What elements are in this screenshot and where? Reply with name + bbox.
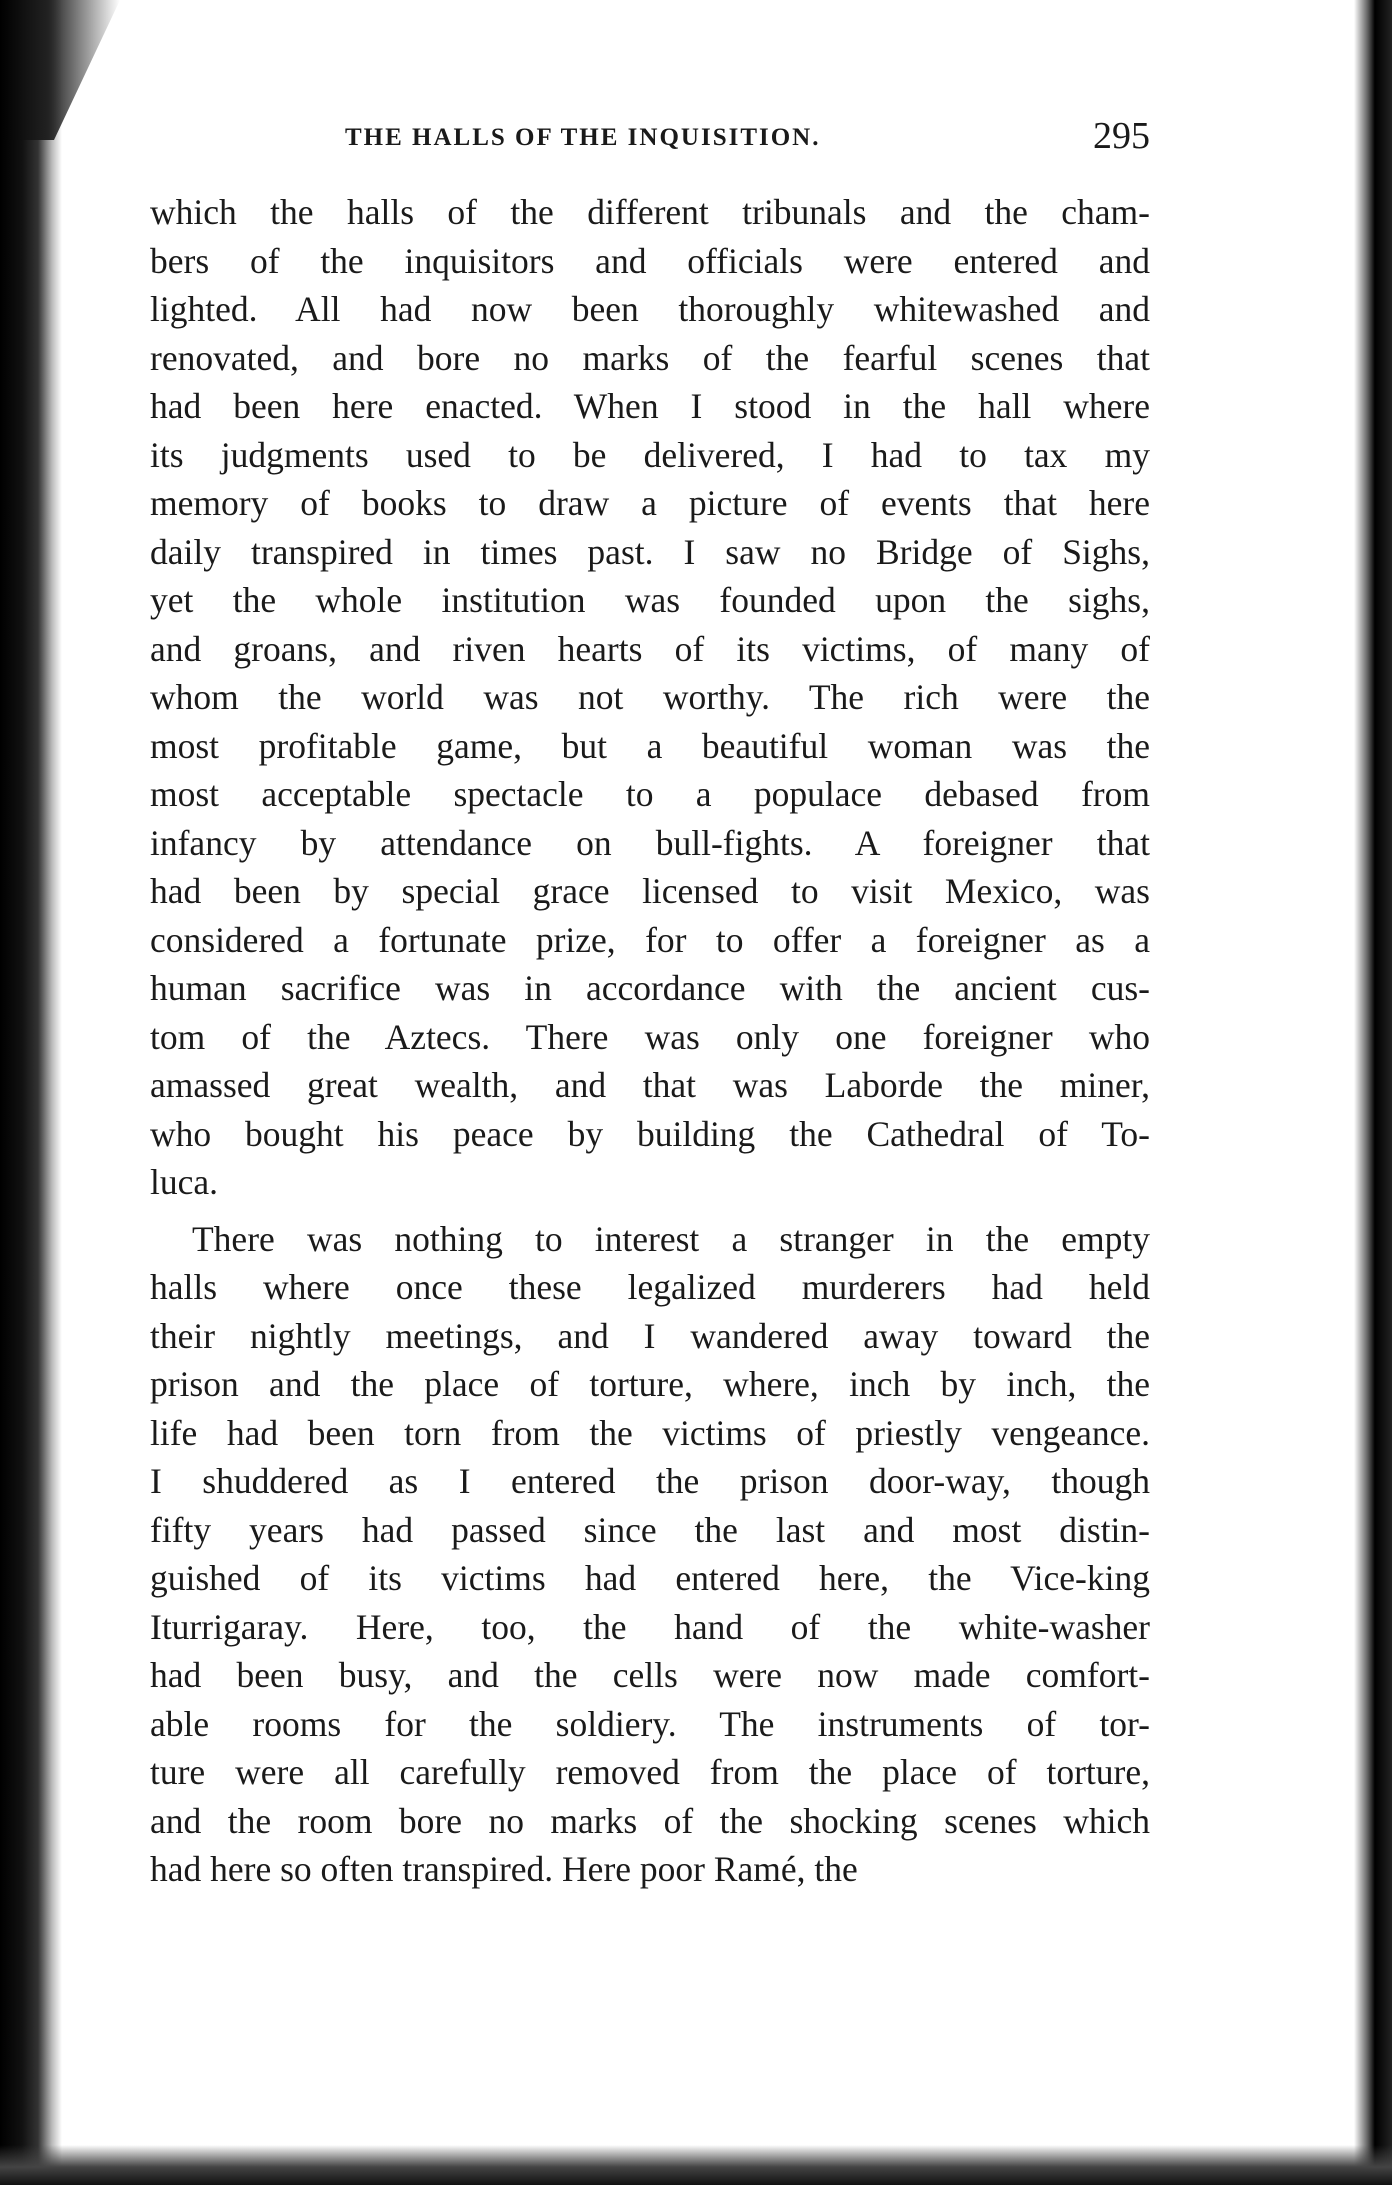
- text-line: daily transpired in times past. I saw no Bridge of Sighs,: [150, 531, 1150, 572]
- paragraph: [150, 188, 1150, 1207]
- text-line: and groans, and riven hearts of its victims, of many of: [150, 628, 1150, 669]
- text-line: their nightly meetings, and I wandered away toward the: [150, 1315, 1150, 1356]
- text-line: luca.: [150, 1162, 219, 1202]
- text-line: which the halls of the different tribunals and the cham-: [150, 192, 1150, 232]
- text-line: had here so often transpired. Here poor Ramé, the: [150, 1849, 858, 1889]
- text-line: There was nothing to interest a stranger in the empty: [192, 1218, 1150, 1259]
- book-page: [150, 110, 1150, 1894]
- text-line: most profitable game, but a beautiful woman was the: [150, 725, 1150, 766]
- text-line: able rooms for the soldiery. The instruments of tor-: [150, 1703, 1150, 1744]
- text-line: memory of books to draw a picture of events that here: [150, 483, 1150, 523]
- text-line: its judgments used to be delivered, I had to tax my: [150, 434, 1150, 475]
- text-line: renovated, and bore no marks of the fearful scenes that: [150, 337, 1150, 378]
- text-line: amassed great wealth, and that was Laborde the miner,: [150, 1065, 1150, 1105]
- text-line: bers of the inquisitors and officials were entered and: [150, 240, 1150, 281]
- text-line: Iturrigaray. Here, too, the hand of the white-washer: [150, 1606, 1150, 1647]
- text-line: infancy by attendance on bull-fights. A foreigner that: [150, 822, 1150, 863]
- text-line: prison and the place of torture, where, inch by inch, the: [150, 1364, 1150, 1404]
- text-line: tom of the Aztecs. There was only one foreigner who: [150, 1016, 1150, 1057]
- scan-left-edge: [0, 0, 62, 2185]
- text-line: ture were all carefully removed from the place of torture,: [150, 1752, 1150, 1792]
- text-line: yet the whole institution was founded upon the sighs,: [150, 580, 1150, 620]
- text-line: halls where once these legalized murderers had held: [150, 1267, 1150, 1307]
- text-line: considered a fortunate prize, for to offer a foreigner as a: [150, 919, 1150, 960]
- text-line: lighted. All had now been thoroughly whitewashed and: [150, 289, 1150, 329]
- text-line: fifty years had passed since the last and most distin-: [150, 1509, 1150, 1550]
- scan-bottom-edge: [0, 2145, 1392, 2185]
- running-title: THE HALLS OF THE INQUISITION.: [345, 124, 821, 151]
- text-line: I shuddered as I entered the prison door-way, though: [150, 1461, 1150, 1501]
- paragraph-gap: [150, 1207, 1150, 1215]
- scan-right-edge: [1354, 0, 1392, 2185]
- page-number: 295: [1093, 115, 1150, 157]
- text-line: whom the world was not worthy. The rich were the: [150, 677, 1150, 717]
- text-line: life had been torn from the victims of priestly vengeance.: [150, 1412, 1150, 1453]
- text-line: human sacrifice was in accordance with the ancient cus-: [150, 968, 1150, 1008]
- page-header: [150, 110, 1150, 160]
- body-text: [150, 188, 1150, 1894]
- text-line: guished of its victims had entered here, the Vice-king: [150, 1558, 1150, 1598]
- scan-corner-shadow: [0, 0, 120, 140]
- text-line: had been here enacted. When I stood in the hall where: [150, 386, 1150, 426]
- text-line: most acceptable spectacle to a populace debased from: [150, 774, 1150, 814]
- text-line: had been by special grace licensed to visit Mexico, was: [150, 871, 1150, 911]
- text-line: had been busy, and the cells were now made comfort-: [150, 1655, 1150, 1695]
- text-line: who bought his peace by building the Cathedral of To-: [150, 1113, 1150, 1154]
- paragraph: [150, 1215, 1150, 1894]
- text-line: and the room bore no marks of the shocking scenes which: [150, 1800, 1150, 1841]
